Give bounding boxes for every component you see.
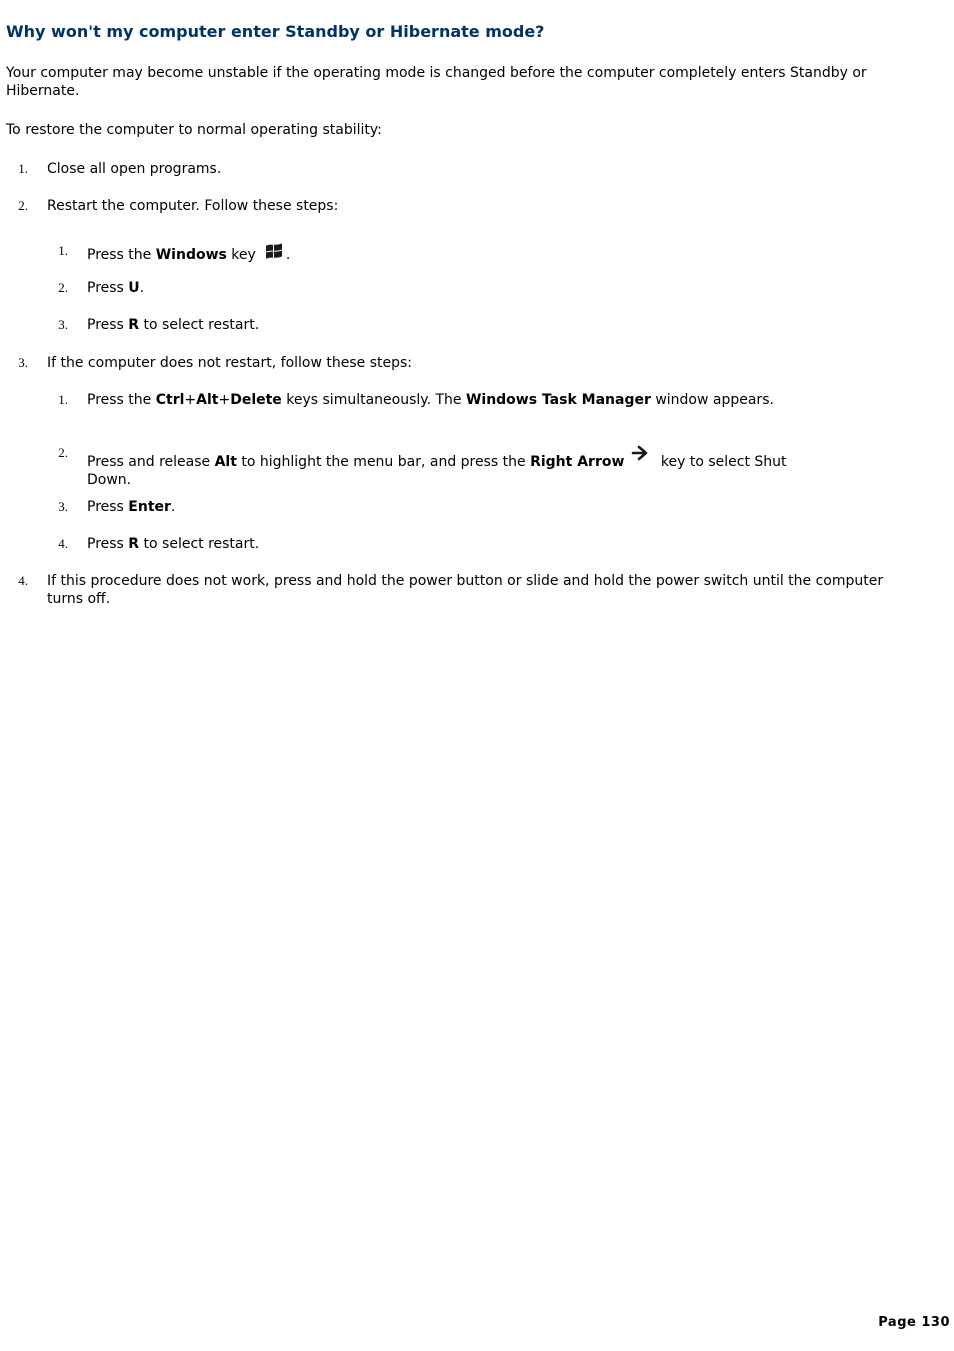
restore-intro: To restore the computer to normal operating stability: bbox=[6, 122, 382, 138]
key-name: Right Arrow bbox=[530, 454, 625, 470]
key-name: R bbox=[128, 317, 140, 333]
page-number: Page 130 bbox=[878, 1315, 950, 1330]
key-name: Delete bbox=[230, 392, 282, 408]
step-number: 4. bbox=[18, 573, 28, 588]
page-title: Why won't my computer enter Standby or Hibernate mode? bbox=[6, 22, 545, 41]
intro-paragraph: Your computer may become unstable if the operating mode is changed before the computer completely enters Standby or Hibernate. bbox=[6, 65, 867, 99]
substep-text: Press the Ctrl+Alt+Delete keys simultaneously. The Windows Task Manager window appears. bbox=[87, 392, 774, 408]
substep-text: Press U. bbox=[87, 280, 145, 296]
key-name: Enter bbox=[128, 499, 171, 515]
substep-number: 3. bbox=[58, 317, 68, 332]
windows-logo-icon bbox=[264, 242, 284, 260]
step-text: Restart the computer. Follow these steps: bbox=[47, 198, 339, 214]
right-arrow-icon bbox=[628, 444, 654, 464]
substep-number: 3. bbox=[58, 499, 68, 514]
key-name: Ctrl bbox=[155, 392, 185, 408]
key-name: Alt bbox=[214, 454, 237, 470]
key-name: U bbox=[128, 280, 140, 296]
window-name: Windows Task Manager bbox=[465, 392, 651, 408]
step-number: 1. bbox=[18, 161, 28, 176]
substep-number: 2. bbox=[58, 280, 68, 295]
key-name: Windows bbox=[155, 247, 227, 263]
substep-number: 1. bbox=[58, 392, 68, 407]
substep-text: Press Enter. bbox=[87, 499, 176, 515]
step-number: 2. bbox=[18, 198, 28, 213]
substep-text: Press R to select restart. bbox=[87, 317, 260, 333]
key-name: Alt bbox=[196, 392, 219, 408]
step-number: 3. bbox=[18, 355, 28, 370]
step-text: Close all open programs. bbox=[47, 161, 222, 177]
substep-number: 2. bbox=[58, 445, 68, 460]
substep-text: Press R to select restart. bbox=[87, 536, 260, 552]
step-text: If this procedure does not work, press and hold the power button or slide and hold the power switch until the computer turns off. bbox=[47, 573, 884, 607]
step-text: If the computer does not restart, follow these steps: bbox=[47, 355, 413, 371]
key-name: R bbox=[128, 536, 140, 552]
substep-text: Press and release Alt to highlight the menu bar, and press the Right Arrow key to select Shut Down. bbox=[87, 444, 887, 489]
substep-text: Press the Windows key . bbox=[87, 242, 887, 264]
substep-number: 4. bbox=[58, 536, 68, 551]
substep-number: 1. bbox=[58, 243, 68, 258]
